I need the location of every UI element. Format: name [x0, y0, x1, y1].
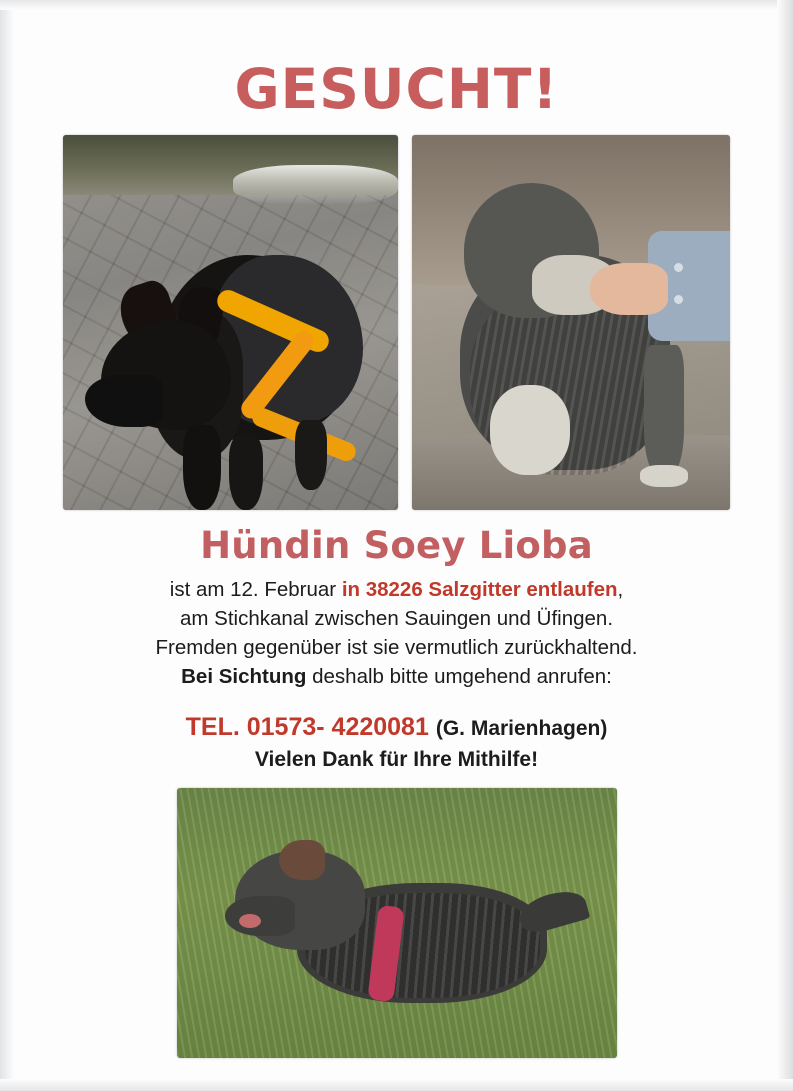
telephone-line — [0, 713, 793, 742]
body-line-4-bold: Bei Sichtung — [181, 665, 307, 689]
telephone-owner: (G. Marienhagen) — [435, 717, 608, 741]
photo-dog-on-grass — [177, 788, 617, 1058]
photo-row-top — [0, 135, 793, 510]
photo-grey-dog-petted — [412, 135, 730, 510]
photo2-sleeve-button-lower — [674, 295, 683, 304]
poster-headline: GESUCHT! — [234, 57, 559, 121]
telephone-number[interactable]: TEL. 01573- 4220081 — [185, 713, 429, 742]
photo1-dog-leg-mid — [229, 435, 263, 510]
photo1-dog-leg-rear — [295, 420, 327, 490]
photo2-dog-chest-white — [490, 385, 570, 475]
thanks-line: Vielen Dank für Ihre Mithilfe! — [254, 748, 539, 772]
body-line-1-pre: ist am 12. Februar — [169, 578, 342, 601]
body-line-3: Fremden gegenüber ist sie vermutlich zurückhaltend. — [155, 636, 638, 660]
body-line-1 — [0, 575, 793, 604]
body-line-1-location: in 38226 Salzgitter entlaufen — [341, 578, 618, 601]
photo2-person-hand — [590, 263, 668, 315]
body-line-4 — [0, 662, 793, 691]
body-line-2: am Stichkanal zwischen Sauingen und Üfingen. — [179, 607, 614, 631]
photo1-snow-patch — [233, 165, 398, 205]
dog-name: Hündin Soey Lioba — [200, 524, 593, 567]
photo2-dog-front-leg — [644, 345, 684, 475]
photo-black-dog-cobblestone — [63, 135, 398, 510]
scan-edge-bottom — [0, 1079, 793, 1091]
photo3-dog-snout — [225, 896, 295, 936]
photo1-dog-leg-front — [183, 425, 221, 510]
photo2-sleeve-button-upper — [674, 263, 683, 272]
poster-body-text — [0, 575, 793, 691]
body-line-4-rest: deshalb bitte umgehend anrufen: — [306, 665, 612, 689]
photo1-dog-muzzle — [85, 375, 163, 427]
photo3-dog-ear — [279, 840, 325, 880]
photo2-dog-paw — [640, 465, 688, 487]
body-line-1-post: , — [617, 578, 624, 601]
